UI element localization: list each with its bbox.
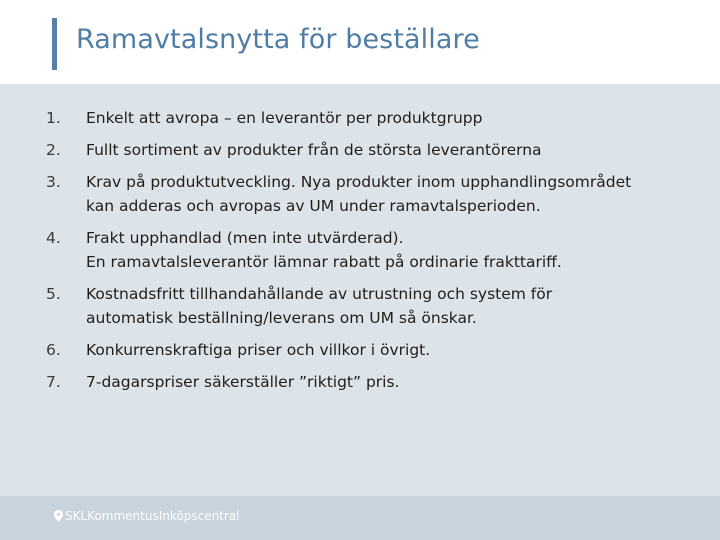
list-item-line: Krav på produktutveckling. Nya produkter inom upphandlingsområdet (86, 173, 632, 191)
location-pin-icon (54, 510, 63, 522)
list-item-line: En ramavtalsleverantör lämnar rabatt på ordinarie frakttariff. (86, 253, 562, 271)
list-item-number: 7. (46, 373, 61, 391)
slide-footer (0, 496, 720, 540)
list-item-text (86, 106, 706, 130)
list-item-line: automatisk beställning/leverans om UM så önskar. (86, 309, 477, 327)
footer-logo-text: SKLKommentusInköpscentral (65, 509, 240, 523)
list-item-line: Fullt sortiment av produkter från de största leverantörerna (86, 141, 542, 159)
list-item-line: 7-dagarspriser säkerställer ”riktigt” pris. (86, 373, 400, 391)
list-item-text (86, 338, 706, 362)
list-item-text (86, 138, 706, 162)
list-item-text (86, 170, 706, 218)
slide-title: Ramavtalsnytta för beställare (76, 24, 480, 55)
list-item-text (86, 370, 706, 394)
list-item-text (86, 226, 706, 274)
list-item-line: Konkurrenskraftiga priser och villkor i övrigt. (86, 341, 431, 359)
list-item-number: 1. (46, 109, 61, 127)
list-item-line: Frakt upphandlad (men inte utvärderad). (86, 229, 404, 247)
list-item-text (86, 282, 706, 330)
list-item-line: kan adderas och avropas av UM under ramavtalsperioden. (86, 197, 541, 215)
slide-header (0, 0, 720, 84)
list-item-number: 3. (46, 173, 61, 191)
list-item-line: Kostnadsfritt tillhandahållande av utrustning och system för (86, 285, 553, 303)
list-item-number: 6. (46, 341, 61, 359)
list-item-number: 5. (46, 285, 61, 303)
list-item-number: 4. (46, 229, 61, 247)
slide-content (0, 84, 720, 496)
list-item-number: 2. (46, 141, 61, 159)
title-accent-bar (52, 18, 57, 70)
list-item-line: Enkelt att avropa – en leverantör per produktgrupp (86, 109, 483, 127)
footer-logo (54, 509, 240, 523)
